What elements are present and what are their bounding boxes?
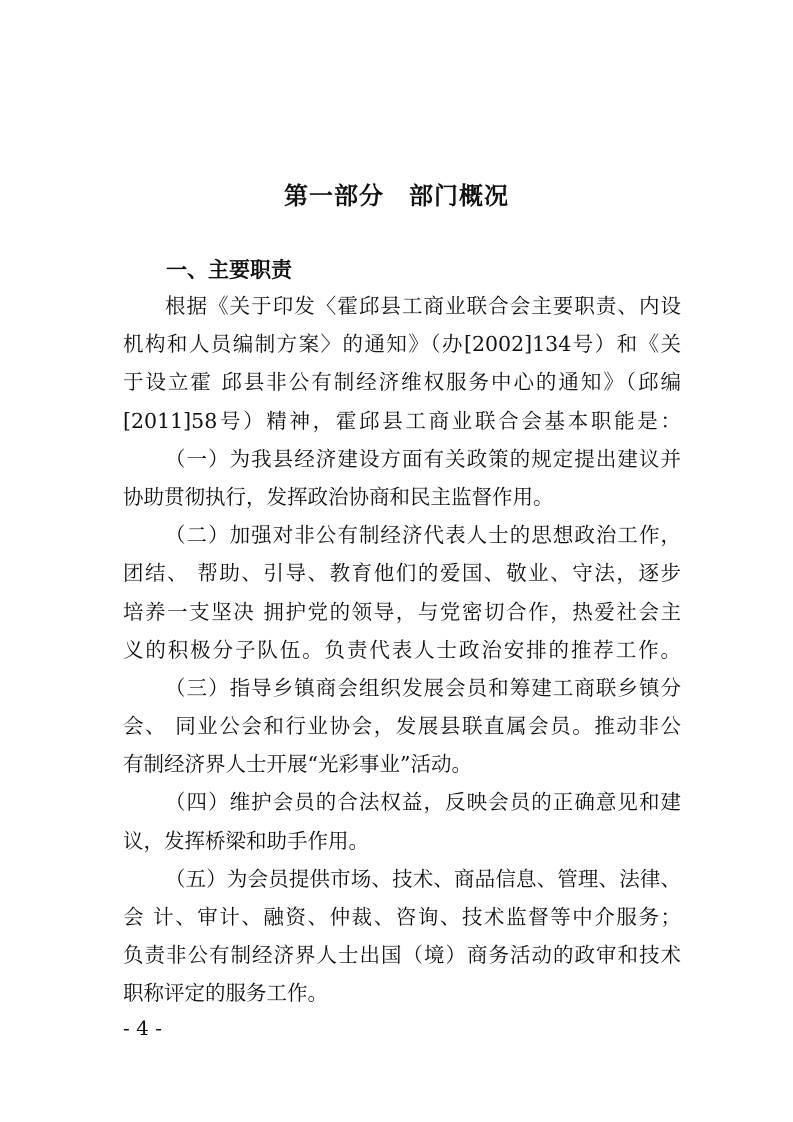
text-line: 机构和人员编制方案〉的通知》（办[2002]134号）和《关 (123, 332, 681, 357)
page-title: 第一部分 部门概况 (284, 182, 509, 210)
text-line: 会 计、审计、融资、仲裁、咨询、技术监督等中介服务； (123, 905, 681, 929)
text-line: （三）指导乡镇商会组织发展会员和筹建工商联乡镇分 (165, 675, 681, 700)
text-line: （四）维护会员的合法权益，反映会员的正确意见和建 (165, 790, 681, 815)
text-line: （五）为会员提供市场、技术、商品信息、管理、法律、 (165, 866, 681, 891)
text-line: 培养一支坚决 拥护党的领导，与党密切合作，热爱社会主 (123, 599, 681, 624)
text-line: （二）加强对非公有制经济代表人士的思想政治工作， (165, 523, 681, 548)
text-line: 根据《关于印发〈霍邱县工商业联合会主要职责、内设 (165, 294, 681, 318)
text-line: 职称评定的服务工作。 (123, 981, 328, 1006)
body-text (123, 287, 681, 1013)
text-line: 团结、 帮助、引导、教育他们的爱国、敬业、守法，逐步 (123, 561, 681, 586)
text-line: 负责非公有制经济界人士出国（境）商务活动的政审和技术 (123, 943, 681, 968)
text-line: 义的积极分子队伍。负责代表人士政治安排的推荐工作。 (123, 637, 681, 662)
text-line: [2011]58号）精神，霍邱县工商业联合会基本职能是： (123, 408, 681, 433)
text-line: 有制经济界人士开展“光彩事业”活动。 (123, 752, 472, 777)
text-line: 议，发挥桥梁和助手作用。 (123, 828, 369, 853)
section-heading: 一、主要职责 (166, 258, 292, 282)
text-line: 协助贯彻执行，发挥政治协商和民主监督作用。 (123, 484, 554, 509)
text-line: 会、 同业公会和行业协会，发展县联直属会员。推动非公 (123, 714, 681, 739)
text-line: 于设立霍 邱县非公有制经济维权服务中心的通知》（邱编 (123, 370, 681, 395)
page-number: - 4 - (123, 1016, 162, 1040)
text-line: （一）为我县经济建设方面有关政策的规定提出建议并 (165, 446, 681, 471)
